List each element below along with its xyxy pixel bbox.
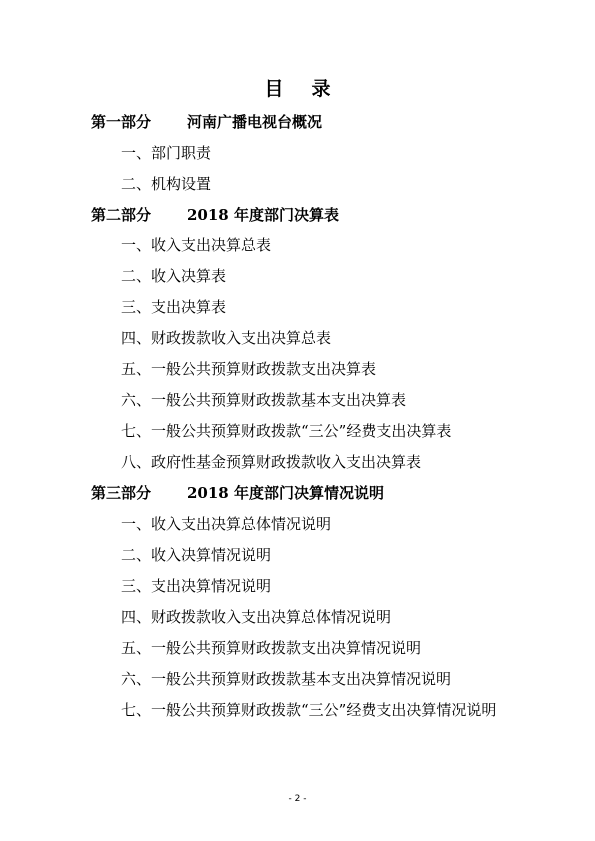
toc-part-1[interactable] xyxy=(91,112,322,132)
toc-item[interactable]: 一、收入支出决算总表 xyxy=(121,236,272,254)
toc-part-name: 2018 年度部门决算情况说明 xyxy=(187,484,384,502)
toc-part-name: 河南广播电视台概况 xyxy=(187,113,323,131)
toc-item[interactable]: 七、一般公共预算财政拨款“三公”经费支出决算情况说明 xyxy=(121,701,497,719)
toc-part-number: 第一部分 xyxy=(91,113,152,131)
toc-item[interactable]: 二、收入决算表 xyxy=(121,267,227,285)
toc-item[interactable]: 六、一般公共预算财政拨款基本支出决算情况说明 xyxy=(121,670,452,688)
toc-item[interactable]: 七、一般公共预算财政拨款“三公”经费支出决算表 xyxy=(121,422,452,440)
toc-item[interactable]: 三、支出决算情况说明 xyxy=(121,577,272,595)
toc-item[interactable]: 二、机构设置 xyxy=(121,175,212,193)
toc-title: 目录 xyxy=(264,78,359,100)
toc-part-number: 第二部分 xyxy=(91,206,152,224)
toc-item[interactable]: 四、财政拨款收入支出决算总体情况说明 xyxy=(121,608,392,626)
toc-part-number: 第三部分 xyxy=(91,484,152,502)
toc-item[interactable]: 五、一般公共预算财政拨款支出决算表 xyxy=(121,360,377,378)
toc-item[interactable]: 八、政府性基金预算财政拨款收入支出决算表 xyxy=(121,453,422,471)
toc-item[interactable]: 五、一般公共预算财政拨款支出决算情况说明 xyxy=(121,639,422,657)
toc-item[interactable]: 二、收入决算情况说明 xyxy=(121,546,272,564)
toc-part-3[interactable] xyxy=(91,483,384,503)
toc-item[interactable]: 六、一般公共预算财政拨款基本支出决算表 xyxy=(121,391,407,409)
toc-part-name: 2018 年度部门决算表 xyxy=(187,206,339,224)
toc-item[interactable]: 一、收入支出决算总体情况说明 xyxy=(121,515,332,533)
toc-item[interactable]: 三、支出决算表 xyxy=(121,298,227,316)
toc-item[interactable]: 四、财政拨款收入支出决算总表 xyxy=(121,329,332,347)
toc-part-2[interactable] xyxy=(91,205,339,225)
toc-item[interactable]: 一、部门职责 xyxy=(121,144,212,162)
page-number: - 2 - xyxy=(288,794,307,804)
